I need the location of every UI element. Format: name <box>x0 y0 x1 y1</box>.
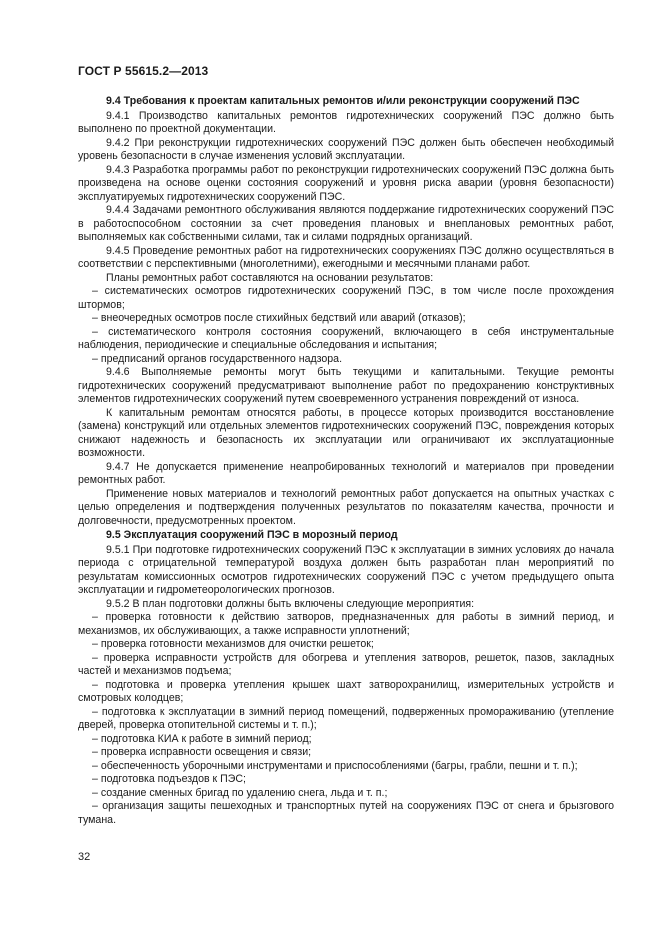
list-item: – подготовка к эксплуатации в зимний период помещений, подверженных промораживанию (утепление дверей, проверка отопительной системы и т. п.); <box>78 705 614 731</box>
paragraph: Применение новых материалов и технологий ремонтных работ допускается на опытных участках с целью определения и подтверждения полученных результатов по показателям качества, прочности и долговечности, предусмотренных проектом. <box>78 487 614 527</box>
list-item: – внеочередных осмотров после стихийных бедствий или аварий (отказов); <box>92 312 466 324</box>
section-heading: 9.4 Требования к проектам капитальных ремонтов и/или реконструкции сооружений ПЭС <box>106 95 580 107</box>
paragraph: К капитальным ремонтам относятся работы, в процессе которых производится восстановление (замена) конструкций или отдельных элементов гидротехнических сооружений ПЭС, повреждения которых снижают надежность и безопасность их эксплуатации или ограничивают их эксплуатационные возможности. <box>78 406 614 459</box>
list-item: – систематического контроля состояния сооружений, включающего в себя инструментальные наблюдения, периодические и специальные обследования и испытания; <box>78 325 614 351</box>
list-item: – проверка исправности устройств для обогрева и утепления затворов, решеток, пазов, закладных частей и механизмов подъема; <box>78 651 614 677</box>
list-item: – подготовка КИА к работе в зимний период; <box>92 732 312 745</box>
list-item: – систематических осмотров гидротехнических сооружений ПЭС, в том числе после прохождения штормов; <box>78 285 614 311</box>
paragraph: 9.4.6 Выполняемые ремонты могут быть текущими и капитальными. Текущие ремонты гидротехнических сооружений предусматривают выполнение работ по предохранению конструктивных элементов гидротехнических сооружений путем своевременного устранения повреждений от износа. <box>78 366 614 405</box>
paragraph: 9.4.1 Производство капитальных ремонтов гидротехнических сооружений ПЭС должно быть выполнено по проектной документации. <box>78 109 614 135</box>
list-item: – подготовка подъездов к ПЭС; <box>92 773 246 785</box>
paragraph: 9.4.2 При реконструкции гидротехнических сооружений ПЭС должен быть обеспечен необходимый уровень безопасности в случае изменения условий эксплуатации. <box>78 136 614 162</box>
paragraph: Планы ремонтных работ составляются на основании результатов: <box>106 271 434 284</box>
list-item: – проверка исправности освещения и связи; <box>92 746 312 758</box>
list-item: – предписаний органов государственного надзора. <box>92 352 343 365</box>
paragraph: 9.4.4 Задачами ремонтного обслуживания являются поддержание гидротехнических сооружений ПЭС в работоспособном состоянии за счет проведения плановых и внеплановых ремонтных работ, выполняемых как собственными силами, так и силами подрядных организаций. <box>78 204 614 243</box>
page-number: 32 <box>78 851 91 863</box>
section-heading: 9.5 Эксплуатация сооружений ПЭС в морозный период <box>106 529 398 541</box>
list-item: – проверка готовности к действию затворов, предназначенных для работы в зимний период, и механизмов, их обслуживающих, а также исправности уплотнений; <box>78 611 614 637</box>
list-item: – проверка готовности механизмов для очистки решеток; <box>92 638 374 650</box>
paragraph: 9.4.7 Не допускается применение неапробированных технологий и материалов при проведении ремонтных работ. <box>78 460 614 486</box>
list-item: – подготовка и проверка утепления крышек шахт затворохранилищ, измерительных устройств и смотровых колодцев; <box>78 678 614 704</box>
list-item: – создание сменных бригад по удалению снега, льда и т. п.; <box>92 786 388 799</box>
document-body <box>78 94 614 827</box>
paragraph: 9.5.2 В план подготовки должны быть включены следующие мероприятия: <box>106 597 475 610</box>
list-item: – организация защиты пешеходных и транспортных путей на сооружениях ПЭС от снега и брызгового тумана. <box>78 800 614 826</box>
paragraph: 9.4.3 Разработка программы работ по реконструкции гидротехнических сооружений ПЭС должна быть произведена на основе оценки состояния сооружений и уровня риска аварии (уровня безопасности) эксплуатируемых гидротехнических сооружений ПЭС. <box>78 163 614 203</box>
document-header: ГОСТ Р 55615.2—2013 <box>78 64 209 78</box>
paragraph: 9.5.1 При подготовке гидротехнических сооружений ПЭС к эксплуатации в зимних условиях до начала периода с отрицательной температурой воздуха должен быть разработан план мероприятий по результатам комиссионных осмотров гидротехнических сооружений ПЭС с учетом предыдущего опыта эксплуатации и гидрометеорологических прогнозов. <box>78 543 614 596</box>
list-item: – обеспеченность уборочными инструментами и приспособлениями (багры, грабли, пешни и т. п.); <box>92 759 578 772</box>
paragraph: 9.4.5 Проведение ремонтных работ на гидротехнических сооружениях ПЭС должно осуществляться в соответствии с перспективными (многолетними), ежегодными и месячными планами работ. <box>78 244 614 270</box>
